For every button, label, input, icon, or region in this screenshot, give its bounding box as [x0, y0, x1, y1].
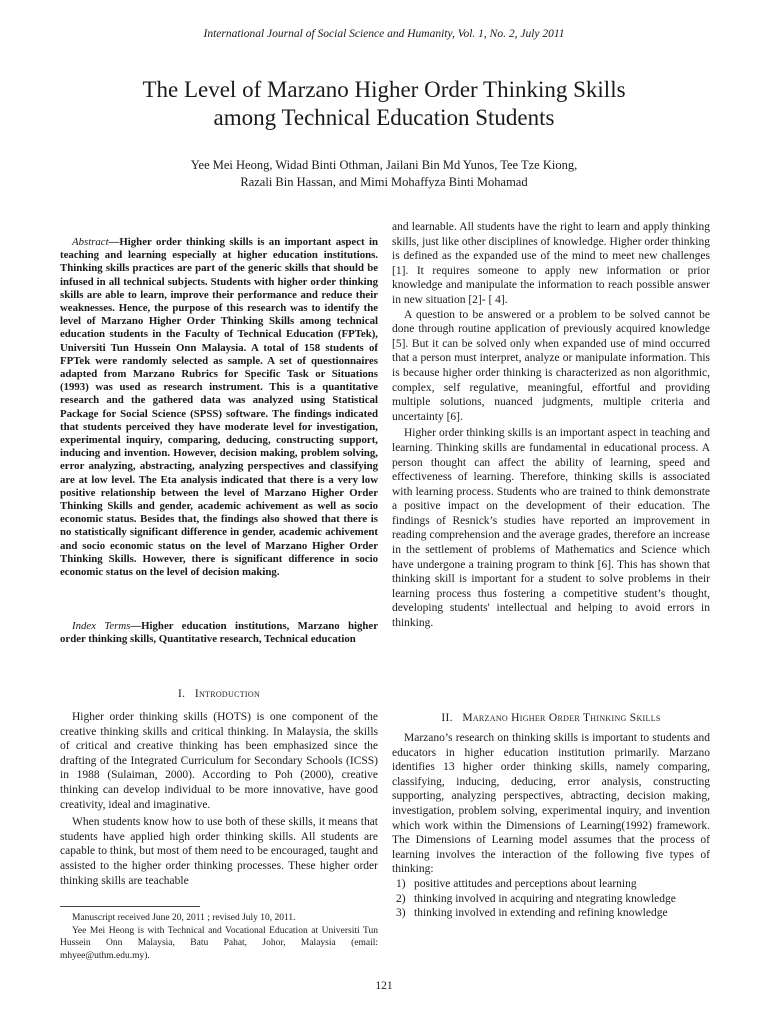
paragraph: A question to be answered or a problem to be solved cannot be done through routine application of previously acquired knowledge [5]. But it can be solved only when expanded use of mind occurred that a person must interpret, analyze or manipulate information. This is because higher order thinking is characterized as non algorithmic, complex, self regulative, meaningful, effortful and providing multiple solutions, nuanced judgments, multiple criteria and uncertainty [6]. [392, 308, 710, 423]
section-number: II. [441, 712, 453, 724]
right-column-body [392, 220, 710, 631]
paragraph: Marzano’s research on thinking skills is important to students and educators in higher education institution primarily. Marzano identifies 13 higher order thinking skills, namely comparing, classifying, inducing, deducing, error analysis, constructing supporting, analyzing perspectives, abtracting, decision making, investigation, problem solving, experimental inquiry, and invention which work within the Dimensions of Learning(1992) framework. The Dimensions of Learning model assumes that the process of learning involves the interaction of the following five types of thinking: [392, 732, 710, 876]
marzano-section-body [392, 731, 710, 921]
section-heading-introduction [60, 688, 378, 700]
section-heading-marzano [392, 712, 710, 724]
list-item: 3) thinking involved in extending and refining knowledge [396, 907, 668, 920]
list-item: 2) thinking involved in acquiring and ntegrating knowledge [396, 892, 676, 905]
paragraph: Higher order thinking skills is an important aspect in teaching and learning. Thinking skills are fundamental in educational process. A person thought can affect the ability of learning, speed and effectiveness of learning. Therefore, thinking skills is associated with learning process. Students who are trained to think demonstrate a positive impact on the development of their education. The findings of Resnick’s studies have reported an improvement in reading comprehension and the average grades, therefore an increase in the settlement of problems of Mathematics and Science which have undergone a training program to think [6]. This has shown that thinking skill is important for a student to solve problems in their learning process thus fostering a competitive student’s thought, developing students' intellectual and helping to avoid errors in thinking. [392, 427, 710, 630]
footnote [60, 912, 378, 962]
authors-line-1: Yee Mei Heong, Widad Binti Othman, Jailani Bin Md Yunos, Tee Tze Kiong, [190, 158, 578, 172]
section-title: Marzano Higher Order Thinking Skills [462, 712, 661, 724]
section-title: Introduction [194, 688, 261, 700]
paragraph: and learnable. All students have the right to learn and apply thinking skills, just like other disciplines of knowledge. Higher order thinking is defined as the expanded use of the mind to meet new challenges [1]. It requires someone to apply new information or prior knowledge and manipulate the information to reach possible answer in new situation [2]- [ 4]. [392, 221, 710, 306]
footnote-line: Manuscript received June 20, 2011 ; revised July 10, 2011. [72, 913, 296, 923]
footnote-rule [60, 906, 200, 907]
page-number: 121 [375, 980, 393, 992]
paragraph: When students know how to use both of these skills, it means that students have applied high order thinking skills. All students are capable to think, but most of them need to be encouraged, taught and assisted to the higher order thinking processes. These higher order thinking skills are teachable [60, 816, 378, 887]
index-terms-label: Index Terms [72, 620, 131, 632]
index-terms [60, 620, 378, 646]
title-line-2: among Technical Education Students [213, 105, 555, 130]
list-item: 1) positive attitudes and perceptions about learning [396, 877, 637, 890]
index-terms-text: —Higher education institutions, Marzano higher order thinking skills, Quantitative research, Technical education [60, 620, 378, 646]
authors-line-2: Razali Bin Hassan, and Mimi Mohaffyza Binti Mohamad [240, 175, 528, 189]
abstract [60, 236, 378, 579]
abstract-label: Abstract [72, 236, 109, 248]
section-number: I. [177, 688, 186, 700]
title-line-1: The Level of Marzano Higher Order Thinking Skills [142, 77, 626, 102]
thinking-types-list [392, 877, 710, 921]
paragraph: Higher order thinking skills (HOTS) is one component of the creative thinking skills and critical thinking. In Malaysia, the skills of critical and creative thinking has been emphasized since the drafting of the Integrated Curriculum for Secondary Schools (ICSS) in 1988 (Sulaiman, 2000). According to Poh (2000), creative thinking can develop individual to be more innovative, have good creativity, ideal and imaginative. [60, 711, 378, 811]
introduction-body [60, 710, 378, 888]
footnote-line: Yee Mei Heong is with Technical and Vocational Education at Universiti Tun Hussein Onn Malaysia, Batu Pahat, Johor, Malaysia (email: mhyee@uthm.edu.my). [60, 925, 378, 961]
paper-title [60, 76, 708, 132]
abstract-text: —Higher order thinking skills is an important aspect in teaching and learning especially at higher education institutions. Thinking skills practices are part of the generic skills that should be infused in all technical subjects. Students with higher order thinking skills are able to learn, improve their performance and reduce their weaknesses. Hence, the purpose of this research was to identify the level of Marzano Higher Order Thinking Skills among technical education students in the Faculty of Technical Education (FPTek), Universiti Tun Hussein Onn Malaysia. A total of 158 students of FPTek were randomly selected as sample. A set of questionnaires adapted from Marzano Rubrics for Specific Task or Situations (1993) was used as research instrument. This is a quantitative research and the gathered data was analyzed using Statistical Package for Social Science (SPSS) software. The findings indicated that students perceived they have moderate level for investigation, experimental inquiry, comparing, deducing, constructing support, inducing and invention. However, decision making, problem solving, error analyzing, abstracting, analyzing perspectives and classifying are at low level. The Eta analysis indicated that there is a very low positive relationship between the level of Marzano Higher Order Thinking Skills and gender, academic achivement as well as socio economic status. Besides that, the findings also showed that there is no statistically significant difference in gender, academic achivement and socio economic status on the level of Marzano Higher Order Thinking Skills. However, there is significant difference in socio economic status on the level of decision making. [60, 236, 378, 579]
author-list [60, 157, 708, 191]
journal-header: International Journal of Social Science and Humanity, Vol. 1, No. 2, July 2011 [203, 28, 565, 40]
